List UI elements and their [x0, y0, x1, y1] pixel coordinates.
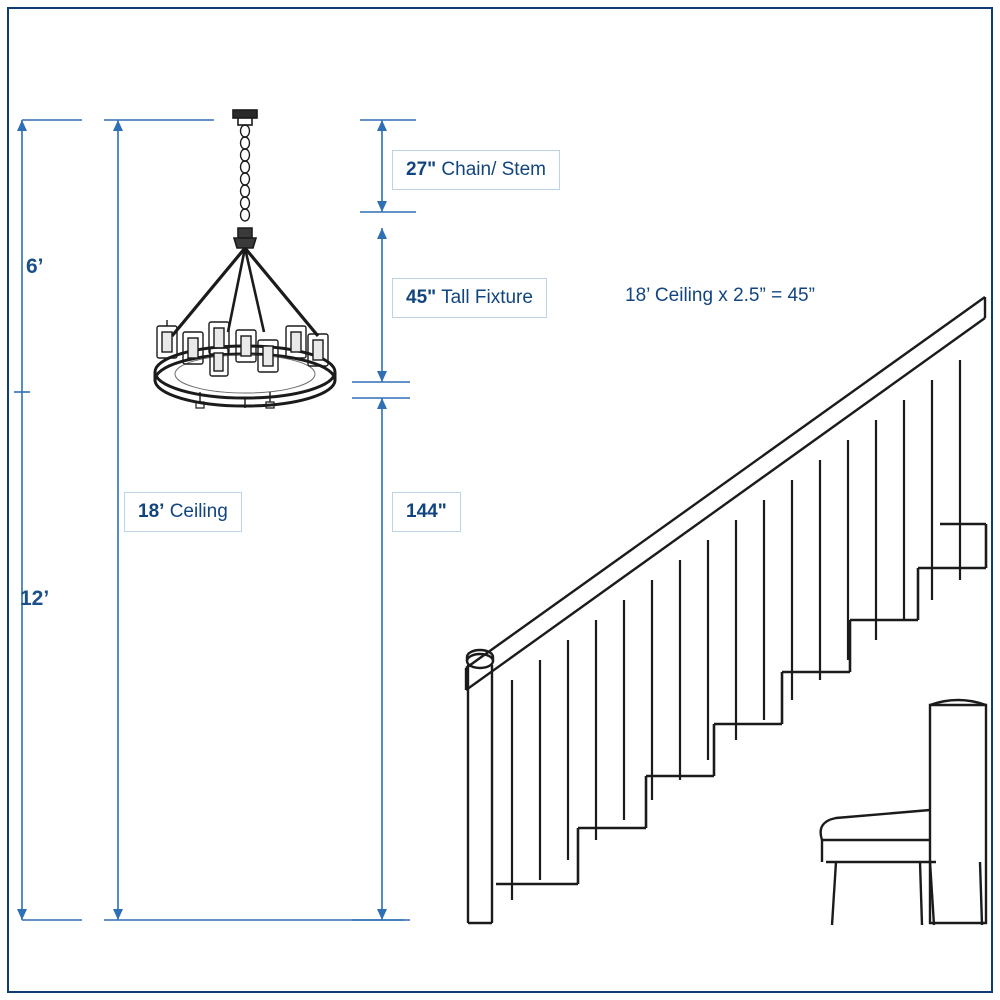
- dimension-upper-6ft: 6’: [26, 255, 44, 278]
- dimension-lower-12ft: 12’: [20, 587, 50, 610]
- fixture-height-label: 45" Tall Fixture: [392, 278, 547, 318]
- ceiling-height-label: 18’ Ceiling: [124, 492, 242, 532]
- chain-stem-label: 27" Chain/ Stem: [392, 150, 560, 190]
- formula-label: 18’ Ceiling x 2.5” = 45”: [625, 285, 815, 306]
- chair-illustration: [821, 700, 986, 925]
- chandelier-illustration: [155, 110, 335, 408]
- staircase-illustration: [466, 297, 986, 923]
- drop-height-label: 144": [392, 492, 461, 532]
